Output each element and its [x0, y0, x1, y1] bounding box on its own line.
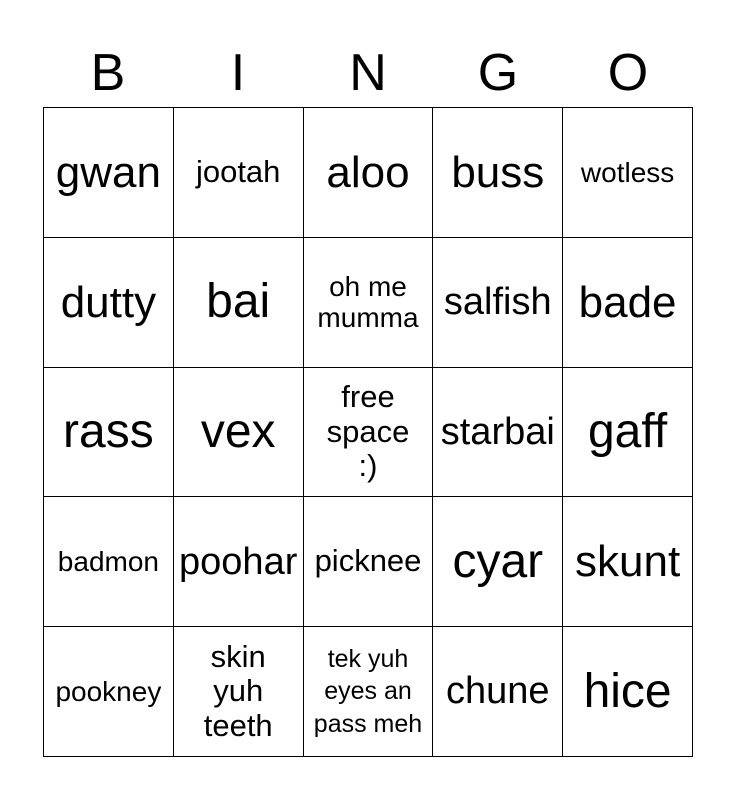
bingo-cell[interactable]: wotless: [563, 108, 693, 238]
bingo-cell[interactable]: vex: [174, 368, 304, 498]
header-letter-n: N: [349, 44, 387, 102]
header-letter-g: G: [477, 44, 519, 102]
bingo-cell[interactable]: oh me mumma: [304, 238, 434, 368]
bingo-cell[interactable]: tek yuh eyes an pass meh: [304, 627, 434, 757]
bingo-cell[interactable]: gaff: [563, 368, 693, 498]
bingo-cell[interactable]: pookney: [44, 627, 174, 757]
bingo-cell[interactable]: bade: [563, 238, 693, 368]
bingo-cell[interactable]: hice: [563, 627, 693, 757]
bingo-cell[interactable]: starbai: [433, 368, 563, 498]
bingo-cell[interactable]: skunt: [563, 497, 693, 627]
bingo-cell[interactable]: badmon: [44, 497, 174, 627]
bingo-cell[interactable]: salfish: [433, 238, 563, 368]
bingo-cell[interactable]: gwan: [44, 108, 174, 238]
bingo-cell[interactable]: bai: [174, 238, 304, 368]
header-letter-b: B: [90, 44, 126, 102]
bingo-cell[interactable]: cyar: [433, 497, 563, 627]
bingo-cell[interactable]: chune: [433, 627, 563, 757]
header-letter-i: I: [230, 44, 246, 102]
bingo-header: [43, 40, 693, 106]
bingo-cell[interactable]: aloo: [304, 108, 434, 238]
bingo-cell[interactable]: skin yuh teeth: [174, 627, 304, 757]
header-letter-o: O: [607, 44, 649, 102]
bingo-cell[interactable]: picknee: [304, 497, 434, 627]
bingo-cell[interactable]: poohar: [174, 497, 304, 627]
bingo-cell[interactable]: buss: [433, 108, 563, 238]
bingo-cell[interactable]: dutty: [44, 238, 174, 368]
bingo-card: [43, 107, 693, 757]
bingo-cell[interactable]: rass: [44, 368, 174, 498]
bingo-cell[interactable]: jootah: [174, 108, 304, 238]
bingo-cell-free-space[interactable]: free space :): [304, 368, 434, 498]
